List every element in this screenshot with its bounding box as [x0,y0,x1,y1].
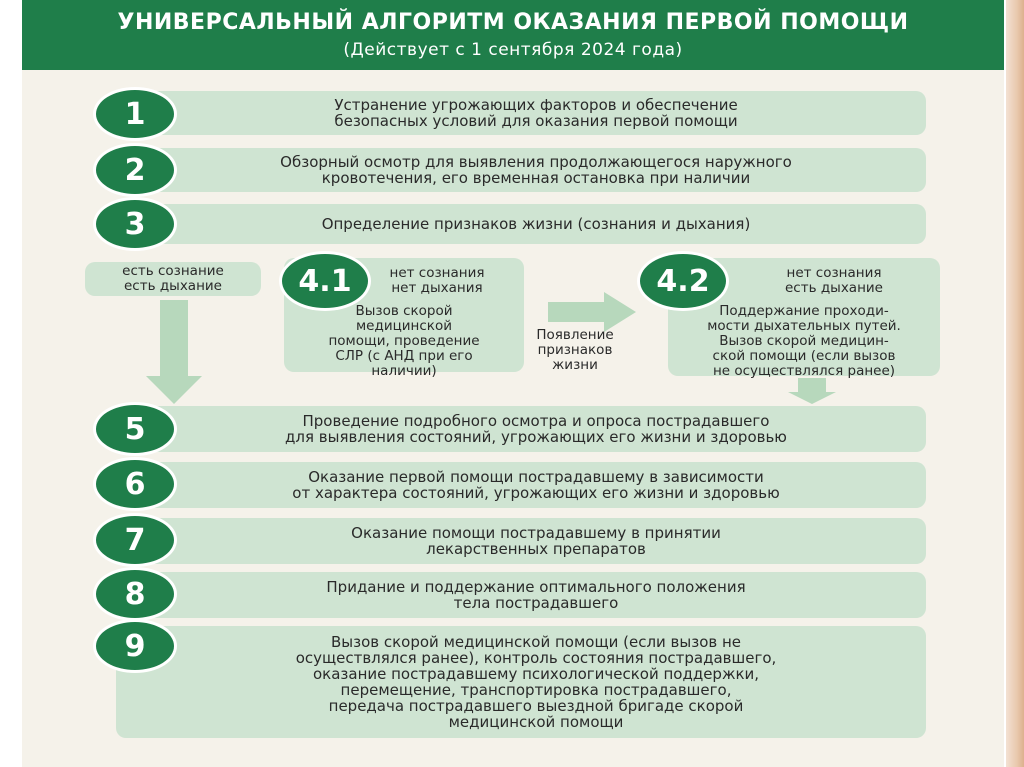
step-1-text-line1: Устранение угрожающих факторов и обеспечение [334,96,738,114]
transition-line3: жизни [552,357,598,373]
branch-4-2-body-line4: ской помощи (если вызов [712,348,896,364]
branch-4-2-cond2: есть дыхание [784,280,883,296]
step-9-text-line2: осуществлялся ранее), контроль состояния пострадавшего, [295,649,777,667]
step-8-text-line1: Придание и поддержание оптимального положения [326,578,746,596]
step-9-text-line5: передача пострадавшего выездной бригаде скорой [328,697,744,715]
branch-4-2-body-line1: Поддержание проходи- [719,303,889,319]
step-8-number: 8 [96,570,174,618]
branch-4-1-number: 4.1 [282,254,368,308]
step-3-number: 3 [96,200,174,248]
step-5-text-line1: Проведение подробного осмотра и опроса пострадавшего [302,412,770,430]
transition-label [530,328,620,373]
step-9-number: 9 [96,622,174,670]
step-7-bar [116,518,926,564]
step-7-text-line2: лекарственных препаратов [426,540,646,558]
step-1-number: 1 [96,90,174,138]
step-1-text-line2: безопасных условий для оказания первой помощи [334,112,738,130]
branch-4-1-cond1: нет сознания [389,265,485,281]
step-9-bar [116,626,926,738]
branch-left-line1: есть сознание [122,263,224,279]
step-1-bar [116,91,926,135]
step-5-text-line2: для выявления состояний, угрожающих его жизни и здоровью [285,428,787,446]
step-2-bar [116,148,926,192]
branch-conscious-breathing [85,262,261,296]
step-2-text-line2: кровотечения, его временная остановка при наличии [321,169,751,187]
branch-4-1-body-line5: наличии) [371,363,437,379]
branch-left-line2: есть дыхание [123,278,222,294]
step-3-bar [116,204,926,244]
transition-line2: признаков [537,342,613,358]
branch-4-2-body-line3: Вызов скорой медицин- [719,333,889,349]
branch-4-1-body-line4: СЛР (с АНД при его [335,348,473,364]
step-7-text-line1: Оказание помощи пострадавшему в принятии [351,524,721,542]
transition-line1: Появление [536,327,614,343]
branch-4-2-body-line2: мости дыхательных путей. [707,318,901,334]
step-9-text-line1: Вызов скорой медицинской помощи (если вызов не [330,633,742,651]
step-2-number: 2 [96,146,174,194]
branch-4-1-body-line1: Вызов скорой [355,303,453,319]
arrow-right-center [548,292,636,332]
step-5-number: 5 [96,405,174,453]
step-5-bar [116,406,926,452]
poster-title: УНИВЕРСАЛЬНЫЙ АЛГОРИТМ ОКАЗАНИЯ ПЕРВОЙ ПОМОЩИ [117,10,909,35]
step-3-text: Определение признаков жизни (сознания и дыхания) [321,215,751,233]
arrow-down-left [146,300,202,404]
branch-4-2-body-line5: не осуществлялся ранее) [712,363,896,379]
arrow-down-right [788,378,836,404]
branch-4-1-cond2: нет дыхания [391,280,483,296]
poster-subtitle: (Действует с 1 сентября 2024 года) [343,40,683,60]
step-8-text-line2: тела пострадавшего [453,594,619,612]
branch-4-1-body-line3: помощи, проведение [328,333,480,349]
step-8-bar [116,572,926,618]
step-6-text-line1: Оказание первой помощи пострадавшему в зависимости [308,468,764,486]
step-6-text-line2: от характера состояний, угрожающих его жизни и здоровью [292,484,780,502]
step-2-text-line1: Обзорный осмотр для выявления продолжающегося наружного [280,153,792,171]
step-6-bar [116,462,926,508]
step-9-text-line6: медицинской помощи [448,713,624,731]
branch-4-2-number: 4.2 [640,254,726,308]
step-6-number: 6 [96,460,174,508]
branch-4-2-cond1: нет сознания [786,265,882,281]
step-9-text-line4: перемещение, транспортировка пострадавшего, [340,681,732,699]
step-9-text-line3: оказание пострадавшему психологической поддержки, [312,665,760,683]
branch-4-1-body-line2: медицинской [356,318,452,334]
step-7-number: 7 [96,516,174,564]
